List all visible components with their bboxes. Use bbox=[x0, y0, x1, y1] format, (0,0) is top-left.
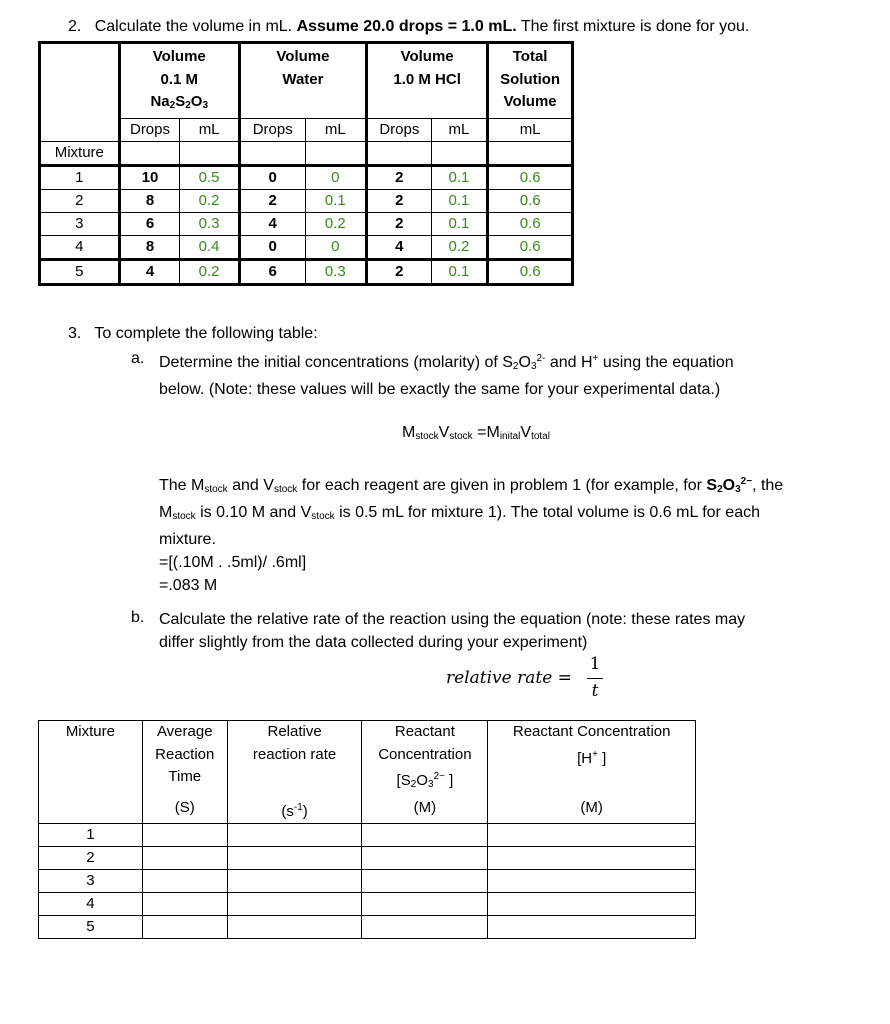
mixture-number: 3 bbox=[40, 212, 120, 235]
cell: 0.3 bbox=[180, 212, 240, 235]
empty-cell bbox=[362, 846, 488, 869]
cell: 6 bbox=[239, 259, 305, 284]
empty-cell bbox=[227, 846, 362, 869]
cell: 0.6 bbox=[488, 165, 573, 189]
empty-cell bbox=[362, 823, 488, 846]
cell: 0 bbox=[305, 165, 366, 189]
empty-cell bbox=[362, 869, 488, 892]
cell: 0.1 bbox=[431, 165, 488, 189]
cell: 0.1 bbox=[305, 189, 366, 212]
cell: 2 bbox=[367, 212, 432, 235]
cell: 8 bbox=[119, 235, 180, 259]
question-3: 3. To complete the following table: bbox=[68, 325, 318, 342]
mixture-number: 2 bbox=[39, 846, 143, 869]
header-relative-rate: Relative reaction rate bbox=[227, 721, 362, 797]
header-water: Volume Water bbox=[239, 43, 366, 119]
cell: 0.6 bbox=[488, 189, 573, 212]
empty-cell bbox=[227, 869, 362, 892]
unit-molar: (M) bbox=[488, 797, 696, 824]
cell: 10 bbox=[119, 165, 180, 189]
part-a-explanation: The $M_{stock}$ and $V_{stock}$ for each reagent are given in problem 1 (for example, for $S_2O_3^{2-}$, the $M_{stock}$ is 0.10 M and $V_{stock}$ is 0.5 mL for mixture 1). The total volume is 0.6 mL for each mixture. =[(.10M . .5ml)/ .6ml] =.083 M bbox=[159, 470, 849, 597]
cell: 0.2 bbox=[180, 189, 240, 212]
header-s2o3: Reactant Concentration [$S_2O_3^{2-}$ ] bbox=[362, 721, 488, 797]
cell: 2 bbox=[239, 189, 305, 212]
mixture-number: 1 bbox=[39, 823, 143, 846]
header-h: Reactant Concentration [H+ ] bbox=[488, 721, 696, 797]
corner-cell bbox=[40, 43, 120, 119]
fraction-numerator: 1 bbox=[589, 654, 601, 674]
cell: 4 bbox=[119, 259, 180, 284]
subhead: Drops bbox=[119, 118, 180, 141]
subhead: Drops bbox=[239, 118, 305, 141]
empty-cell bbox=[142, 846, 227, 869]
empty-cell bbox=[142, 915, 227, 938]
row-label: Mixture bbox=[40, 141, 120, 165]
cell: 0.6 bbox=[488, 259, 573, 284]
mixture-number: 5 bbox=[40, 259, 120, 284]
mixture-number: 1 bbox=[40, 165, 120, 189]
empty-cell bbox=[488, 823, 696, 846]
mixture-row bbox=[40, 189, 573, 212]
cell: 0.6 bbox=[488, 235, 573, 259]
cell: 4 bbox=[367, 235, 432, 259]
cell: 0.6 bbox=[488, 212, 573, 235]
cell: 0.2 bbox=[431, 235, 488, 259]
empty-cell bbox=[227, 915, 362, 938]
mixture-row bbox=[40, 165, 573, 189]
rate-row bbox=[39, 846, 696, 869]
unit-molar: (M) bbox=[362, 797, 488, 824]
header-na2s2o3: Volume 0.1 M $Na_2S_2O_3$ bbox=[119, 43, 239, 119]
empty-cell bbox=[227, 892, 362, 915]
header-mixture: Mixture bbox=[39, 721, 143, 797]
cell: 0.1 bbox=[431, 212, 488, 235]
subhead: mL bbox=[488, 118, 573, 141]
subhead: mL bbox=[305, 118, 366, 141]
cell: 2 bbox=[367, 189, 432, 212]
rate-row bbox=[39, 892, 696, 915]
calculation-step: =[(.10M . .5ml)/ .6ml] bbox=[159, 554, 307, 571]
header-avg-time: Average Reaction Time bbox=[142, 721, 227, 797]
fraction-bar bbox=[587, 678, 603, 679]
cell: 0.1 bbox=[431, 259, 488, 284]
subhead: mL bbox=[431, 118, 488, 141]
cell: 0.4 bbox=[180, 235, 240, 259]
cell: 0 bbox=[239, 235, 305, 259]
relative-rate-equation: relative rate = bbox=[446, 668, 572, 688]
fraction-denominator: t bbox=[591, 681, 599, 701]
question-text: Calculate the volume in mL. bbox=[94, 18, 297, 35]
mixture-row bbox=[40, 259, 573, 284]
cell: 6 bbox=[119, 212, 180, 235]
part-a-label: a. bbox=[131, 350, 145, 367]
mixture-number: 4 bbox=[40, 235, 120, 259]
header-hcl: Volume 1.0 M HCl bbox=[367, 43, 488, 119]
cell: 0 bbox=[239, 165, 305, 189]
volume-table bbox=[38, 41, 574, 286]
mixture-row bbox=[40, 235, 573, 259]
empty-cell bbox=[488, 915, 696, 938]
rate-row bbox=[39, 915, 696, 938]
empty-cell bbox=[362, 892, 488, 915]
question-intro: To complete the following table: bbox=[94, 325, 318, 342]
mixture-number: 4 bbox=[39, 892, 143, 915]
mixture-number: 5 bbox=[39, 915, 143, 938]
empty-cell bbox=[488, 892, 696, 915]
empty-cell bbox=[142, 869, 227, 892]
cell: 2 bbox=[367, 165, 432, 189]
mixture-row bbox=[40, 212, 573, 235]
empty-cell bbox=[362, 915, 488, 938]
cell: 0.2 bbox=[180, 259, 240, 284]
question-number: 2. bbox=[68, 18, 82, 35]
question-2 bbox=[68, 17, 749, 37]
cell: 8 bbox=[119, 189, 180, 212]
mixture-number: 2 bbox=[40, 189, 120, 212]
subhead: Drops bbox=[367, 118, 432, 141]
question-text-end: The first mixture is done for you. bbox=[516, 18, 750, 35]
rate-row bbox=[39, 823, 696, 846]
part-a-text: Determine the initial concentrations (molarity) of $S_2O_3^{2-}$ and H+ using the equation below. (Note: these values will be exactly the same for your experimental data.) bbox=[159, 353, 734, 398]
cell: 0.5 bbox=[180, 165, 240, 189]
question-assumption: Assume 20.0 drops = 1.0 mL. bbox=[296, 18, 517, 35]
cell: 0.3 bbox=[305, 259, 366, 284]
empty-cell bbox=[142, 823, 227, 846]
cell: 2 bbox=[367, 259, 432, 284]
part-b-text: Calculate the relative rate of the reaction using the equation (note: these rates may differ slightly from the data collected during your experiment) bbox=[159, 611, 746, 651]
stock-formula: $M_{stock}V_{stock} =M_{inital}V_{total}$ bbox=[402, 424, 550, 442]
empty-cell bbox=[488, 846, 696, 869]
header-total: Total Solution Volume bbox=[488, 43, 573, 119]
cell: 0 bbox=[305, 235, 366, 259]
cell: 4 bbox=[239, 212, 305, 235]
unit-per-second: $(s^{-1})$ bbox=[227, 797, 362, 824]
empty-cell bbox=[142, 892, 227, 915]
empty-cell bbox=[488, 869, 696, 892]
subhead: mL bbox=[180, 118, 240, 141]
mixture-number: 3 bbox=[39, 869, 143, 892]
empty-cell bbox=[227, 823, 362, 846]
cell: 0.1 bbox=[431, 189, 488, 212]
cell: 0.2 bbox=[305, 212, 366, 235]
calculation-result: =.083 M bbox=[159, 577, 218, 594]
unit-seconds: (S) bbox=[142, 797, 227, 824]
rate-table bbox=[38, 720, 696, 939]
part-b-label: b. bbox=[131, 609, 145, 626]
rate-row bbox=[39, 869, 696, 892]
